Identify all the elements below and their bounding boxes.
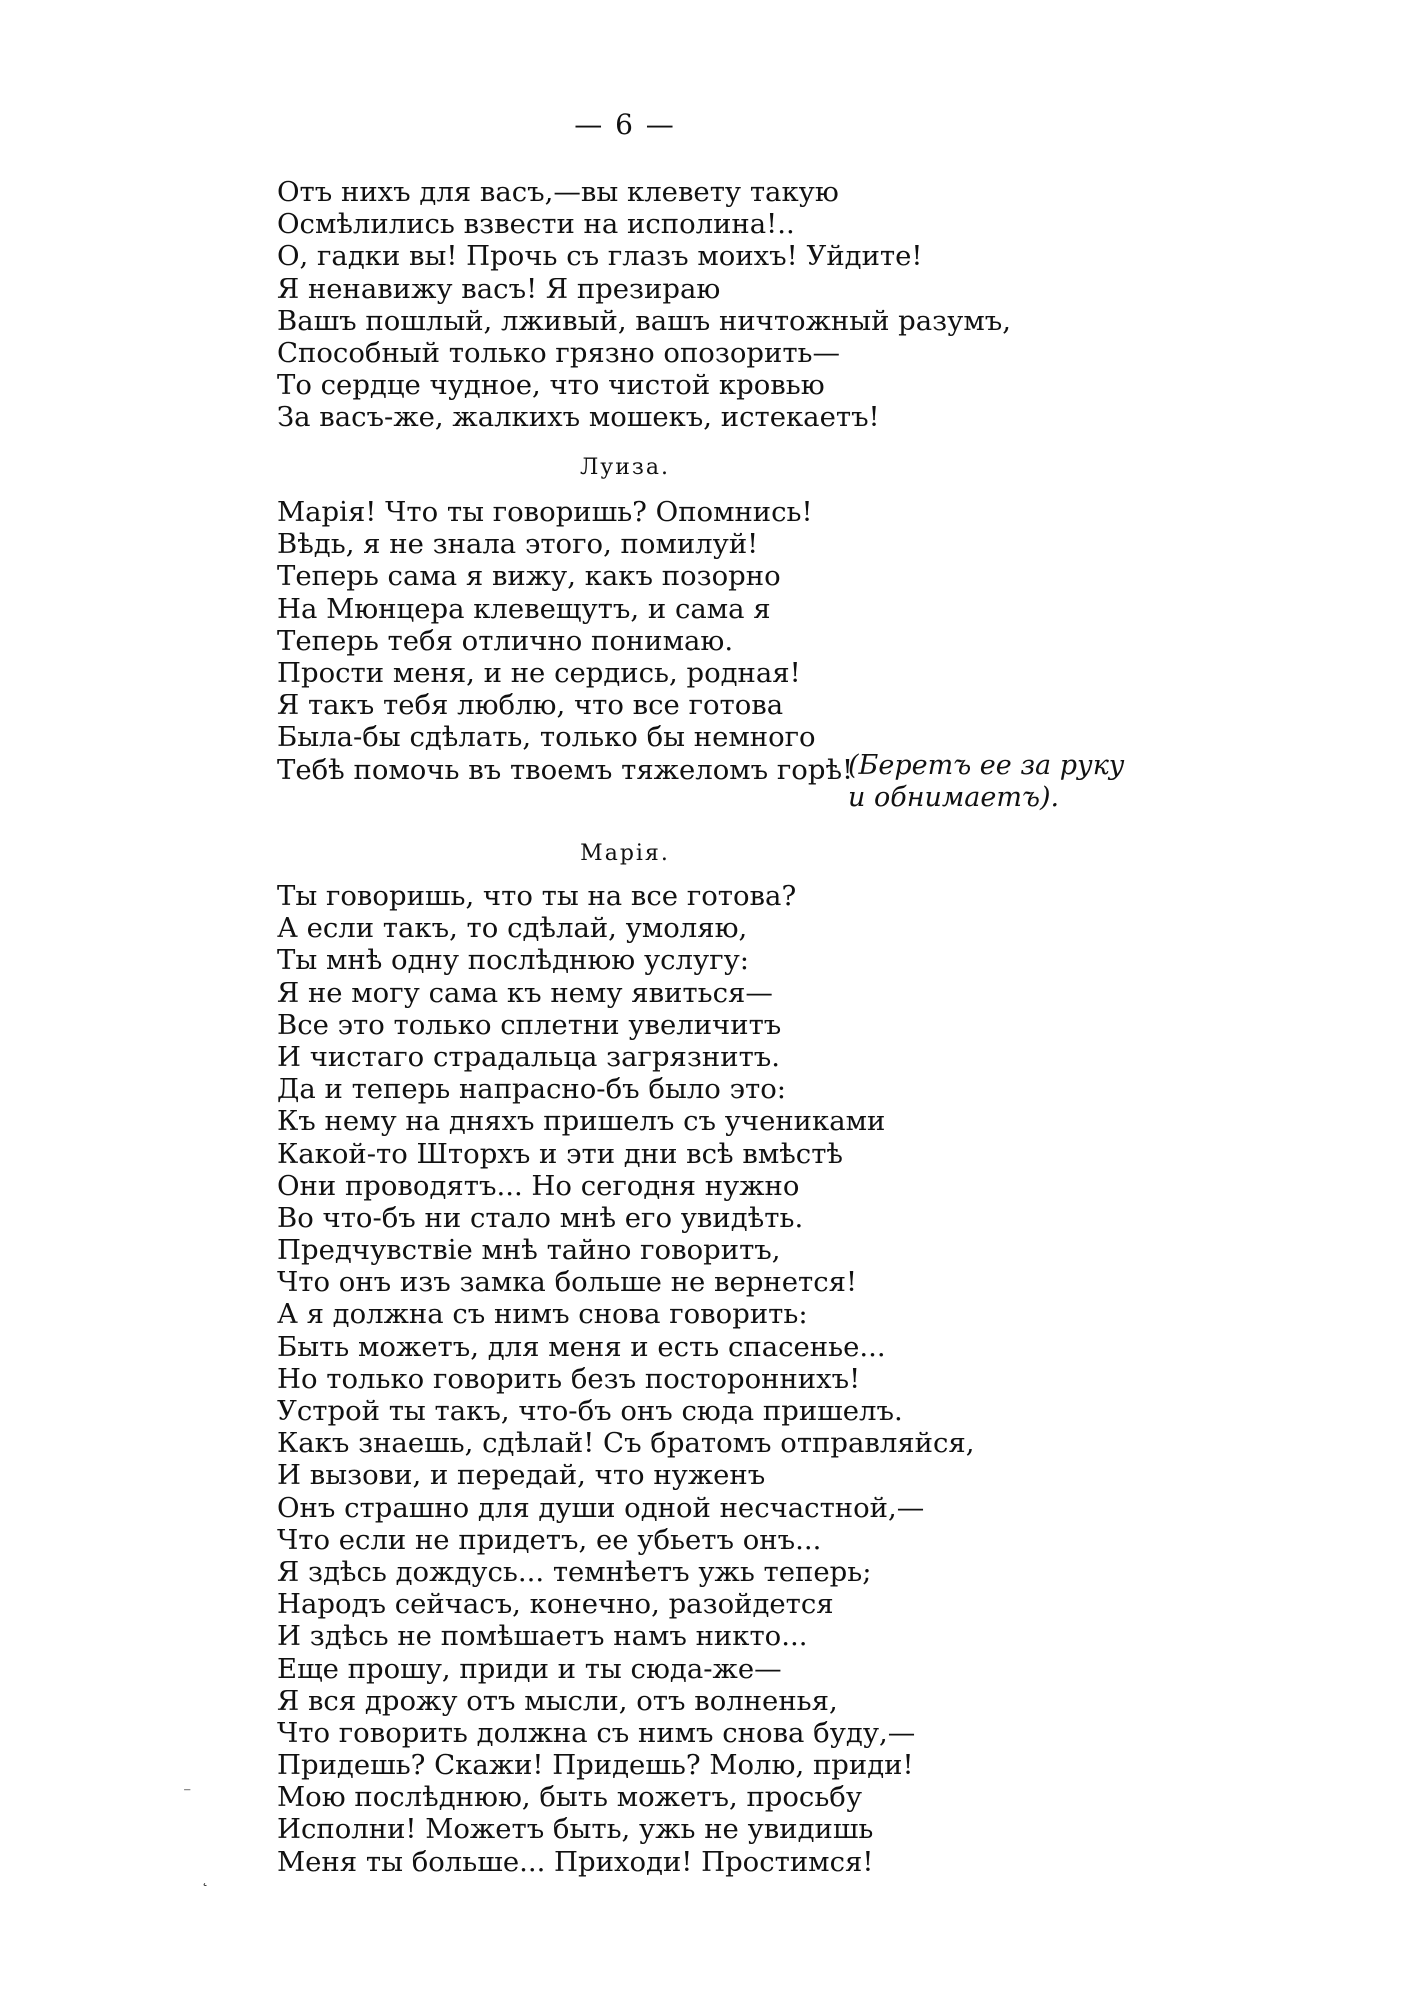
- verse-line: Какъ знаешь, сдѣлай! Съ братомъ отправляйся,: [277, 1427, 975, 1460]
- verse-line: Мою послѣднюю, быть можетъ, просьбу: [277, 1781, 863, 1814]
- verse-line: На Мюнцера клевещутъ, и сама я: [277, 592, 771, 625]
- verse-line: Я вся дрожу отъ мысли, отъ волненья,: [277, 1684, 838, 1717]
- verse-line: Еще прошу, приди и ты сюда-же—: [277, 1652, 782, 1685]
- verse-line: А если такъ, то сдѣлай, умоляю,: [277, 912, 748, 945]
- verse-line: И вызови, и передай, что нуженъ: [277, 1459, 766, 1492]
- verse-line: Какой-то Шторхъ и эти дни всѣ вмѣстѣ: [277, 1137, 844, 1170]
- verse-line: Быть можетъ, для меня и есть спасенье...: [277, 1330, 886, 1363]
- verse-line: Предчувствіе мнѣ тайно говоритъ,: [277, 1234, 781, 1267]
- verse-line: И чистаго страдальца загрязнитъ.: [277, 1040, 781, 1073]
- verse-line: Я здѣсь дождусь... темнѣетъ ужь теперь;: [277, 1555, 872, 1588]
- verse-line: Я не могу сама къ нему явиться—: [277, 976, 773, 1009]
- verse-line: Что говорить должна съ нимъ снова буду,—: [277, 1716, 916, 1749]
- verse-line: Что онъ изъ замка больше не вернется!: [277, 1266, 858, 1299]
- verse-line: Устрой ты такъ, что-бъ онъ сюда пришелъ.: [277, 1395, 903, 1427]
- verse-line: А я должна съ нимъ снова говорить:: [277, 1298, 808, 1331]
- verse-line: Теперь сама я вижу, какъ позорно: [277, 560, 781, 593]
- verse-line: Да и теперь напрасно-бъ было это:: [277, 1073, 787, 1106]
- verse-line: Но только говорить безъ постороннихъ!: [277, 1362, 861, 1395]
- verse-line: Во что-бъ ни стало мнѣ его увидѣть.: [277, 1201, 804, 1234]
- speaker-name-maria: Марія.: [580, 841, 670, 866]
- verse-line: Ты говоришь, что ты на все готова?: [277, 880, 797, 912]
- verse-line: Къ нему на дняхъ пришелъ съ учениками: [277, 1105, 886, 1138]
- margin-mark: ˛: [201, 1868, 209, 1887]
- margin-mark: ⁻: [183, 1783, 192, 1802]
- verse-line: То сердце чудное, что чистой кровью: [277, 369, 825, 402]
- stage-direction-line: (Беретъ ее за руку: [848, 750, 1125, 781]
- verse-line: О, гадки вы! Прочь съ глазъ моихъ! Уйдите!: [277, 240, 923, 273]
- verse-line: Я такъ тебя люблю, что все готова: [277, 689, 784, 722]
- verse-line: Народъ сейчасъ, конечно, разойдется: [277, 1588, 834, 1621]
- verse-line: Была-бы сдѣлать, только бы немного: [277, 721, 816, 754]
- verse-line: Отъ нихъ для васъ,—вы клевету такую: [277, 176, 839, 208]
- verse-line: Все это только сплетни увеличитъ: [277, 1008, 782, 1041]
- verse-stanza-3: [277, 880, 1177, 1878]
- verse-line: За васъ-же, жалкихъ мошекъ, истекаетъ!: [277, 401, 880, 434]
- verse-line: Я ненавижу васъ! Я презираю: [277, 272, 721, 305]
- verse-line: Онъ страшно для души одной несчастной,—: [277, 1491, 925, 1524]
- verse-line: Способный только грязно опозорить—: [277, 336, 841, 369]
- verse-stanza-1: [277, 176, 1177, 434]
- page-number: — 6 —: [574, 108, 676, 141]
- verse-line: Вашъ пошлый, лживый, вашъ ничтожный разумъ,: [277, 304, 1011, 337]
- verse-line: Исполни! Можетъ быть, ужь не увидишь: [277, 1813, 874, 1846]
- verse-line: Прости меня, и не сердись, родная!: [277, 656, 801, 689]
- verse-stanza-2: [277, 496, 1177, 786]
- verse-line: Вѣдь, я не знала этого, помилуй!: [277, 528, 759, 561]
- verse-line: Тебѣ помочь въ твоемъ тяжеломъ горѣ!: [277, 753, 854, 786]
- verse-line: Они проводятъ... Но сегодня нужно: [277, 1169, 800, 1202]
- speaker-name-luiza: Луиза.: [579, 455, 671, 480]
- stage-direction: [848, 750, 1168, 814]
- verse-line: Теперь тебя отлично понимаю.: [277, 624, 734, 657]
- verse-line: Осмѣлились взвести на исполина!..: [277, 208, 795, 241]
- verse-line: Что если не придетъ, ее убьетъ онъ...: [277, 1523, 822, 1556]
- verse-line: Ты мнѣ одну послѣднюю услугу:: [277, 944, 750, 977]
- verse-line: И здѣсь не помѣшаетъ намъ никто...: [277, 1620, 808, 1653]
- verse-line: Придешь? Скажи! Придешь? Молю, приди!: [277, 1749, 914, 1782]
- verse-line: Марія! Что ты говоришь? Опомнись!: [277, 496, 813, 528]
- stage-direction-line: и обнимаетъ).: [848, 782, 1060, 813]
- verse-line: Меня ты больше... Приходи! Простимся!: [277, 1845, 874, 1878]
